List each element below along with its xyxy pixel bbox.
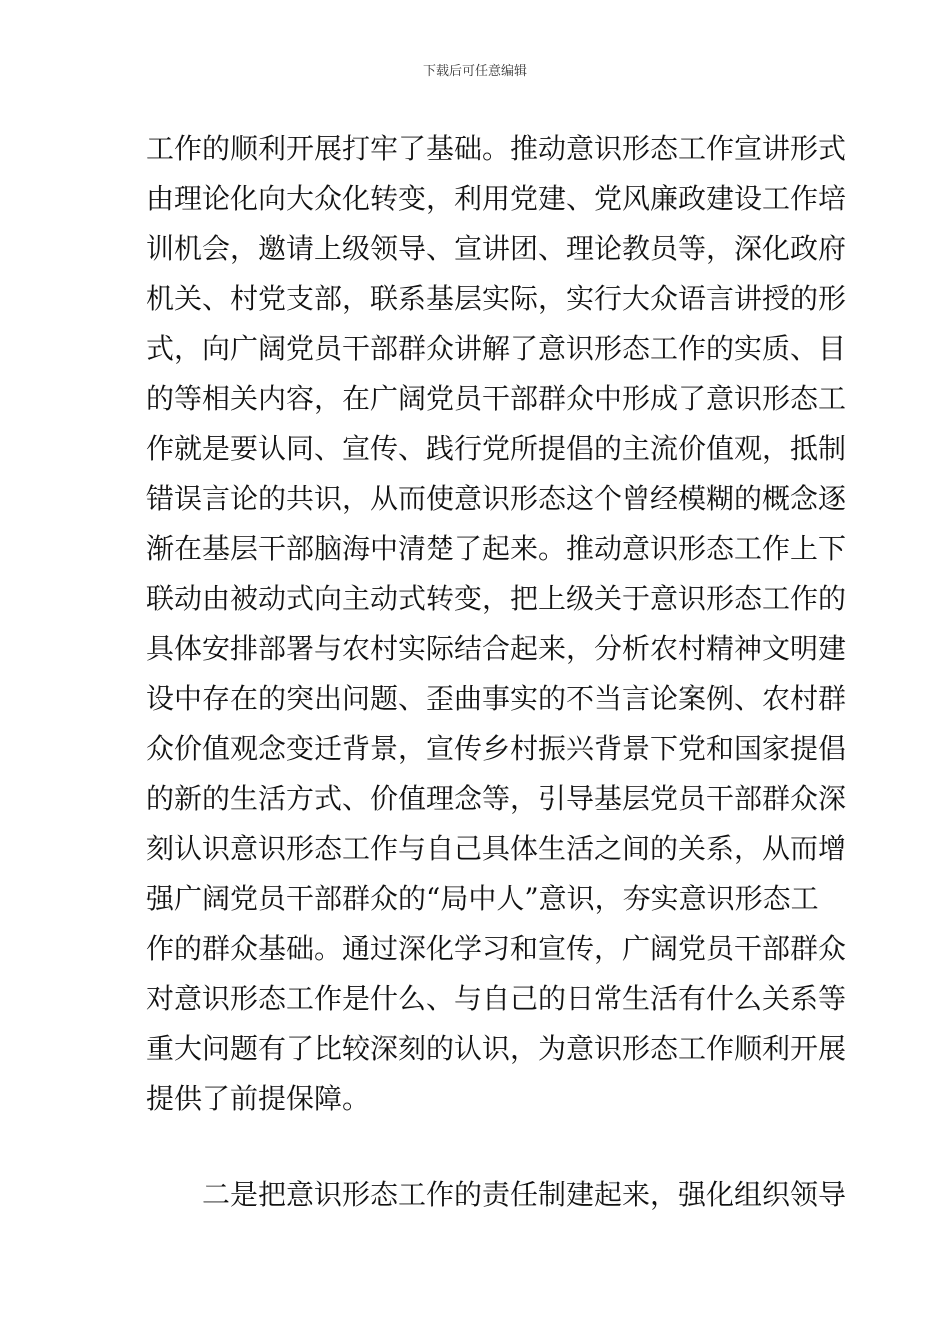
paragraph-line: 工作的顺利开展打牢了基础。推动意识形态工作宣讲形式 bbox=[146, 132, 847, 165]
paragraph-line: 设中存在的突出问题、歪曲事实的不当言论案例、农村群 bbox=[146, 682, 847, 715]
paragraph-line: 机关、村党支部，联系基层实际，实行大众语言讲授的形 bbox=[146, 282, 847, 315]
paragraph-line: 众价值观念变迁背景，宣传乡村振兴背景下党和国家提倡 bbox=[146, 732, 847, 765]
paragraph-line: 作的群众基础。通过深化学习和宣传，广阔党员干部群众 bbox=[146, 932, 847, 965]
paragraph-line: 的等相关内容，在广阔党员干部群众中形成了意识形态工 bbox=[146, 382, 847, 415]
paragraph-line: 二是把意识形态工作的责任制建起来，强化组织领导 bbox=[202, 1178, 847, 1211]
paragraph-1 bbox=[146, 124, 847, 1124]
paragraph-line: 刻认识意识形态工作与自己具体生活之间的关系，从而增 bbox=[146, 832, 847, 865]
paragraph-line: 提供了前提保障。 bbox=[146, 1082, 371, 1115]
paragraph-line: 联动由被动式向主动式转变，把上级关于意识形态工作的 bbox=[146, 582, 847, 615]
paragraph-line: 具体安排部署与农村实际结合起来，分析农村精神文明建 bbox=[146, 632, 847, 665]
paragraph-line: 作就是要认同、宣传、践行党所提倡的主流价值观，抵制 bbox=[146, 432, 847, 465]
paragraph-line: 的新的生活方式、价值理念等，引导基层党员干部群众深 bbox=[146, 782, 847, 815]
paragraph-line: 渐在基层干部脑海中清楚了起来。推动意识形态工作上下 bbox=[146, 532, 847, 565]
paragraph-line: 错误言论的共识，从而使意识形态这个曾经模糊的概念逐 bbox=[146, 482, 847, 515]
paragraph-line: 训机会，邀请上级领导、宣讲团、理论教员等，深化政府 bbox=[146, 232, 847, 265]
header-note: 下载后可任意编辑 bbox=[422, 64, 527, 79]
paragraph-line: 强广阔党员干部群众的“局中人”意识，夯实意识形态工 bbox=[146, 882, 819, 915]
paragraph-line: 由理论化向大众化转变，利用党建、党风廉政建设工作培 bbox=[146, 182, 847, 215]
paragraph-line: 对意识形态工作是什么、与自己的日常生活有什么关系等 bbox=[146, 982, 847, 1015]
paragraph-line: 重大问题有了比较深刻的认识，为意识形态工作顺利开展 bbox=[146, 1032, 847, 1065]
paragraph-line: 式，向广阔党员干部群众讲解了意识形态工作的实质、目 bbox=[146, 332, 847, 365]
paragraph-2 bbox=[146, 1170, 847, 1220]
